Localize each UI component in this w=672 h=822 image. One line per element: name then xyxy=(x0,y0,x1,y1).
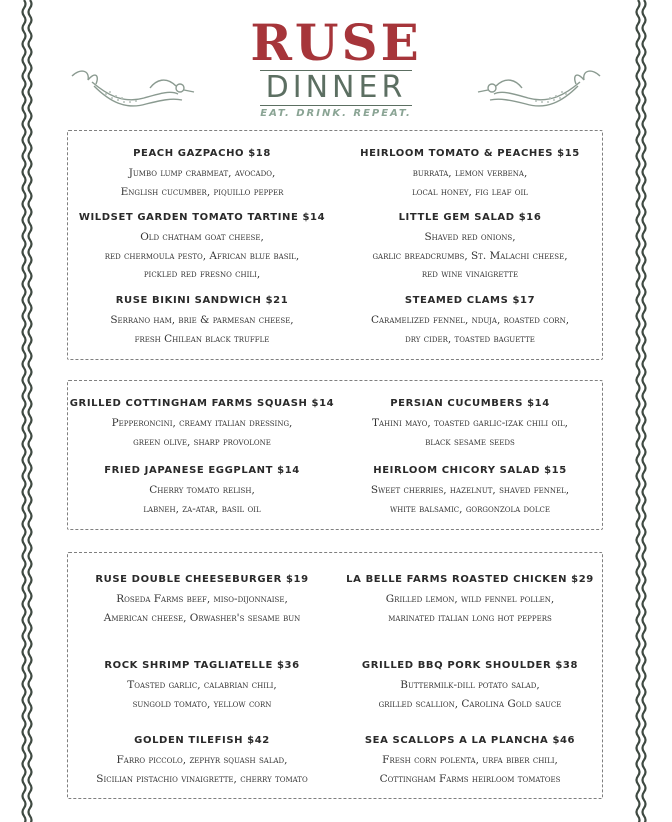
menu-title-text: DINNER xyxy=(260,70,413,106)
menu-item-name: PERSIAN CUCUMBERS $14 xyxy=(390,398,550,409)
menu-item-description-line: white balsamic, gorgonzola dolce xyxy=(389,502,550,515)
menu-item-description-line: sungold tomato, yellow corn xyxy=(132,697,272,710)
menu-item-description xyxy=(336,590,604,627)
menu-item-description-line: Sicilian pistachio vinaigrette, cherry tomato xyxy=(96,772,308,785)
menu-item-name: GRILLED BBQ PORK SHOULDER $38 xyxy=(361,660,579,671)
menu-item xyxy=(336,659,604,713)
menu-item-description-line: Grilled lemon, wild fennel pollen, xyxy=(385,593,555,605)
menu-item-description-line: Serrano ham, brie & parmesan cheese, xyxy=(110,314,294,326)
menu-item-description-line: garlic breadcrumbs, St. Malachi cheese, xyxy=(372,249,568,262)
menu-item-description-line: Sweet cherries, hazelnut, shaved fennel, xyxy=(370,484,570,496)
menu-item-description-line: burrata, lemon verbena, xyxy=(412,167,528,179)
menu-item-description-line: red chermoula pesto, African blue basil, xyxy=(104,249,300,262)
menu-item-description xyxy=(68,676,336,713)
menu-item-description-line: Tahini mayo, toasted garlic-izak chili oil, xyxy=(371,417,569,429)
menu-item-description xyxy=(336,751,604,788)
menu-item-description-line: fresh Chilean black truffle xyxy=(134,332,270,345)
menu-item-description-line: Fresh corn polenta, urfa biber chili, xyxy=(382,754,558,766)
menu-item-description-line: Shaved red onions, xyxy=(424,231,516,243)
menu-item xyxy=(336,573,604,627)
menu-item-description xyxy=(336,414,604,451)
menu-item-description xyxy=(336,164,604,201)
menu-item-description-line: grilled scallion, Carolina Gold sauce xyxy=(378,697,562,710)
menu-item-description xyxy=(68,311,336,348)
menu-item-description-line: marinated italian long hot peppers xyxy=(388,611,552,624)
menu-item-description-line: Farro piccolo, zephyr squash salad, xyxy=(116,754,288,766)
menu-item-description xyxy=(68,228,336,284)
menu-item xyxy=(68,294,336,348)
menu-item-description-line: English cucumber, piquillo pepper xyxy=(120,185,284,198)
menu-item-description-line: Roseda Farms beef, miso-dijonnaise, xyxy=(116,593,288,605)
menu-item xyxy=(336,294,604,348)
menu-item xyxy=(68,211,336,284)
menu-item-description-line: local honey, fig leaf oil xyxy=(412,185,528,198)
menu-item-description-line: Jumbo lump crabmeat, avocado, xyxy=(128,167,276,179)
menu-item-description xyxy=(336,228,604,284)
menu-item-description xyxy=(336,676,604,713)
menu-item-name: RUSE BIKINI SANDWICH $21 xyxy=(115,295,289,306)
menu-item xyxy=(336,734,604,788)
menu-item xyxy=(68,397,336,451)
menu-item-description-line: black sesame seeds xyxy=(425,435,515,448)
menu-item-description-line: Cottingham Farms heirloom tomatoes xyxy=(379,772,561,785)
menu-item-description xyxy=(68,751,336,788)
menu-header xyxy=(0,0,672,130)
restaurant-name: RUSE xyxy=(250,13,422,72)
tagline: EAT. DRINK. REPEAT. xyxy=(260,108,412,119)
menu-section-vegetables xyxy=(67,380,603,530)
menu-item-name: RUSE DOUBLE CHEESEBURGER $19 xyxy=(95,574,309,585)
menu-item-description-line: Pepperoncini, creamy italian dressing, xyxy=(111,417,293,429)
menu-item-description-line: Buttermilk-dill potato salad, xyxy=(400,679,540,691)
menu-item-description-line: Cherry tomato relish, xyxy=(149,484,255,496)
menu-item xyxy=(336,147,604,201)
menu-item-name: ROCK SHRIMP TAGLIATELLE $36 xyxy=(104,660,300,671)
menu-item-description xyxy=(68,414,336,451)
menu-title xyxy=(0,70,672,106)
menu-item-name: HEIRLOOM CHICORY SALAD $15 xyxy=(373,465,567,476)
menu-item-description-line: red wine vinaigrette xyxy=(421,268,519,280)
menu-item xyxy=(336,211,604,284)
menu-item-description-line: Old chatham goat cheese, xyxy=(140,231,264,243)
menu-item-description-line: Toasted garlic, calabrian chili, xyxy=(127,679,277,691)
menu-item-description-line: labneh, za-atar, basil oil xyxy=(143,502,261,515)
menu-item xyxy=(68,659,336,713)
menu-section-starters xyxy=(67,130,603,360)
menu-item xyxy=(68,573,336,627)
menu-item-name: GRILLED COTTINGHAM FARMS SQUASH $14 xyxy=(69,398,335,409)
menu-item xyxy=(68,464,336,518)
menu-item-name: LA BELLE FARMS ROASTED CHICKEN $29 xyxy=(346,574,594,585)
menu-item-name: HEIRLOOM TOMATO & PEACHES $15 xyxy=(360,148,580,159)
menu-item xyxy=(68,734,336,788)
menu-item-name: LITTLE GEM SALAD $16 xyxy=(398,212,542,223)
menu-item-description xyxy=(68,590,336,627)
menu-item-description-line: pickled red fresno chili, xyxy=(143,268,261,280)
menu-section-mains xyxy=(67,552,603,799)
menu-item-name: STEAMED CLAMS $17 xyxy=(404,295,536,306)
menu-item-description xyxy=(68,164,336,201)
menu-item-description-line: American cheese, Orwasher's sesame bun xyxy=(103,611,301,624)
menu-item-description-line: dry cider, toasted baguette xyxy=(405,332,535,345)
menu-item-description xyxy=(68,481,336,518)
menu-item xyxy=(68,147,336,201)
menu-item-description-line: green olive, sharp provolone xyxy=(133,435,271,448)
menu-item-description xyxy=(336,481,604,518)
menu-item-name: GOLDEN TILEFISH $42 xyxy=(134,735,270,746)
menu-item xyxy=(336,464,604,518)
menu-item xyxy=(336,397,604,451)
menu-item-name: WILDSET GARDEN TOMATO TARTINE $14 xyxy=(78,212,326,223)
menu-item-name: FRIED JAPANESE EGGPLANT $14 xyxy=(104,465,300,476)
menu-item-description-line: Caramelized fennel, nduja, roasted corn, xyxy=(370,314,570,326)
menu-item-name: SEA SCALLOPS A LA PLANCHA $46 xyxy=(364,735,576,746)
menu-item-description xyxy=(336,311,604,348)
menu-item-name: PEACH GAZPACHO $18 xyxy=(133,148,271,159)
